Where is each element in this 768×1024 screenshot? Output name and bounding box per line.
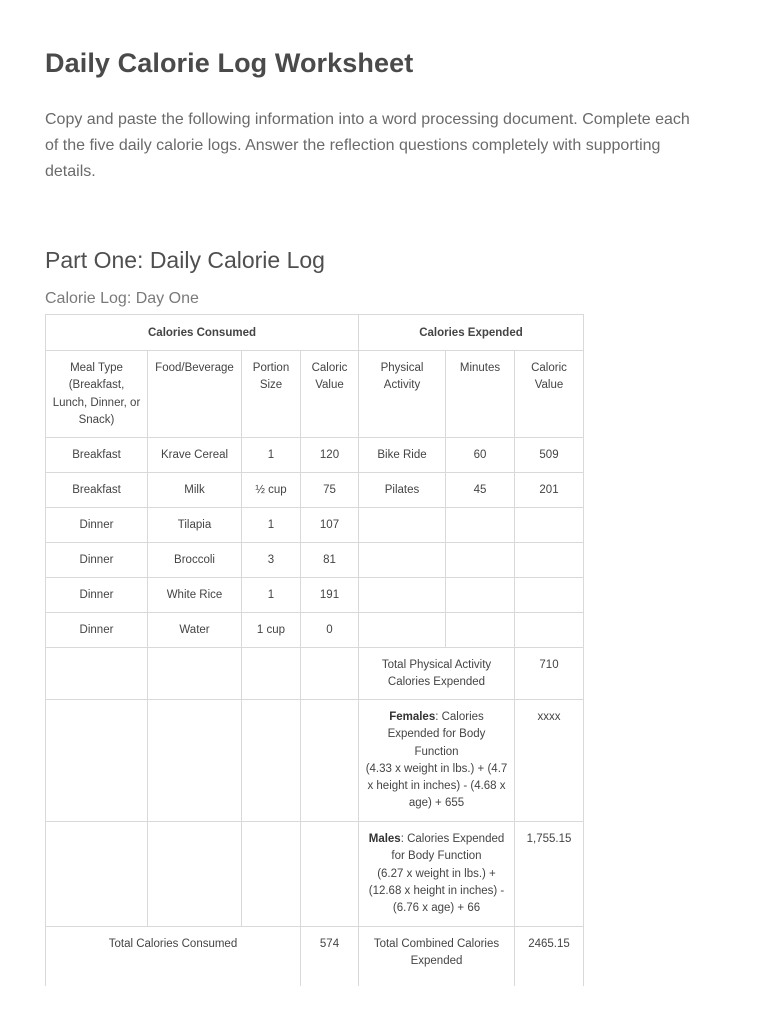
- portion-cell: 1 cup: [242, 613, 301, 648]
- total-activity-row: [46, 648, 584, 700]
- table-row: [46, 613, 584, 648]
- empty-cell: [148, 648, 242, 700]
- females-row: [46, 700, 584, 822]
- total-activity-label: Total Physical Activity Calories Expended: [359, 648, 515, 700]
- males-label: Males: [368, 833, 401, 845]
- total-combined-label: Total Combined Calories Expended: [359, 927, 515, 987]
- caloric-value-cell: 107: [301, 508, 359, 543]
- caloric-value-cell: 81: [301, 543, 359, 578]
- meal-type-cell: Dinner: [46, 508, 148, 543]
- empty-cell: [148, 822, 242, 927]
- meal-type-cell: Dinner: [46, 543, 148, 578]
- empty-cell: [46, 700, 148, 822]
- empty-cell: [242, 648, 301, 700]
- portion-cell: 3: [242, 543, 301, 578]
- activity-cell: Bike Ride: [359, 438, 446, 473]
- empty-cell: [301, 648, 359, 700]
- empty-cell: [148, 700, 242, 822]
- table-group-header-row: [46, 315, 584, 351]
- activity-caloric-value-cell: [515, 613, 584, 648]
- minutes-cell: [446, 543, 515, 578]
- females-formula: (4.33 x weight in lbs.) + (4.7 x height in inches) - (4.68 x age) + 655: [365, 762, 508, 810]
- activity-caloric-value-cell: [515, 508, 584, 543]
- empty-cell: [242, 822, 301, 927]
- table-column-header-row: [46, 351, 584, 438]
- empty-cell: [46, 822, 148, 927]
- minutes-header: Minutes: [446, 351, 515, 438]
- food-beverage-header: Food/Beverage: [148, 351, 242, 438]
- total-consumed-label: Total Calories Consumed: [46, 927, 301, 987]
- caloric-value-cell: 120: [301, 438, 359, 473]
- calories-expended-header: Calories Expended: [359, 315, 584, 351]
- males-value: 1,755.15: [515, 822, 584, 927]
- meal-type-header: Meal Type (Breakfast, Lunch, Dinner, or Snack): [46, 351, 148, 438]
- physical-activity-header: Physical Activity: [359, 351, 446, 438]
- minutes-cell: [446, 578, 515, 613]
- empty-cell: [301, 822, 359, 927]
- minutes-cell: 60: [446, 438, 515, 473]
- portion-size-header: Portion Size: [242, 351, 301, 438]
- activity-caloric-value-header: Caloric Value: [515, 351, 584, 438]
- meal-type-cell: Dinner: [46, 613, 148, 648]
- portion-cell: 1: [242, 578, 301, 613]
- worksheet-page: [0, 0, 768, 308]
- females-value: xxxx: [515, 700, 584, 822]
- food-cell: Water: [148, 613, 242, 648]
- caloric-value-cell: 191: [301, 578, 359, 613]
- empty-cell: [301, 700, 359, 822]
- minutes-cell: 45: [446, 473, 515, 508]
- caloric-value-header: Caloric Value: [301, 351, 359, 438]
- food-cell: Milk: [148, 473, 242, 508]
- minutes-cell: [446, 508, 515, 543]
- portion-cell: ½ cup: [242, 473, 301, 508]
- calorie-log-table: [45, 314, 584, 986]
- portion-cell: 1: [242, 438, 301, 473]
- food-cell: Tilapia: [148, 508, 242, 543]
- page-title: Daily Calorie Log Worksheet: [45, 48, 414, 78]
- total-combined-value: 2465.15: [515, 927, 584, 987]
- females-text: : Calories Expended for Body Function: [387, 711, 486, 758]
- calories-consumed-header: Calories Consumed: [46, 315, 359, 351]
- table-row: [46, 578, 584, 613]
- activity-cell: [359, 578, 446, 613]
- table-row: [46, 438, 584, 473]
- activity-caloric-value-cell: 201: [515, 473, 584, 508]
- males-row: [46, 822, 584, 927]
- food-cell: Krave Cereal: [148, 438, 242, 473]
- intro-paragraph: Copy and paste the following information into a word processing document. Complete each of the five daily calorie logs. Answer the reflection questions completely with supporting details.: [45, 111, 690, 180]
- caloric-value-cell: 0: [301, 613, 359, 648]
- activity-caloric-value-cell: 509: [515, 438, 584, 473]
- log-title: Calorie Log: Day One: [45, 290, 199, 307]
- females-label-cell: [359, 700, 515, 822]
- activity-cell: [359, 613, 446, 648]
- table-row: [46, 508, 584, 543]
- total-activity-value: 710: [515, 648, 584, 700]
- totals-row: [46, 927, 584, 987]
- meal-type-cell: Dinner: [46, 578, 148, 613]
- table-row: [46, 543, 584, 578]
- males-label-cell: [359, 822, 515, 927]
- part-title: Part One: Daily Calorie Log: [45, 247, 325, 273]
- empty-cell: [46, 648, 148, 700]
- total-consumed-value: 574: [301, 927, 359, 987]
- males-text: : Calories Expended for Body Function: [391, 833, 505, 863]
- meal-type-cell: Breakfast: [46, 473, 148, 508]
- activity-caloric-value-cell: [515, 578, 584, 613]
- activity-cell: Pilates: [359, 473, 446, 508]
- food-cell: White Rice: [148, 578, 242, 613]
- meal-type-cell: Breakfast: [46, 438, 148, 473]
- table-row: [46, 473, 584, 508]
- empty-cell: [242, 700, 301, 822]
- activity-cell: [359, 543, 446, 578]
- portion-cell: 1: [242, 508, 301, 543]
- food-cell: Broccoli: [148, 543, 242, 578]
- activity-caloric-value-cell: [515, 543, 584, 578]
- females-label: Females: [389, 711, 436, 723]
- minutes-cell: [446, 613, 515, 648]
- males-formula: (6.27 x weight in lbs.) + (12.68 x height in inches) - (6.76 x age) + 66: [368, 867, 505, 915]
- activity-cell: [359, 508, 446, 543]
- caloric-value-cell: 75: [301, 473, 359, 508]
